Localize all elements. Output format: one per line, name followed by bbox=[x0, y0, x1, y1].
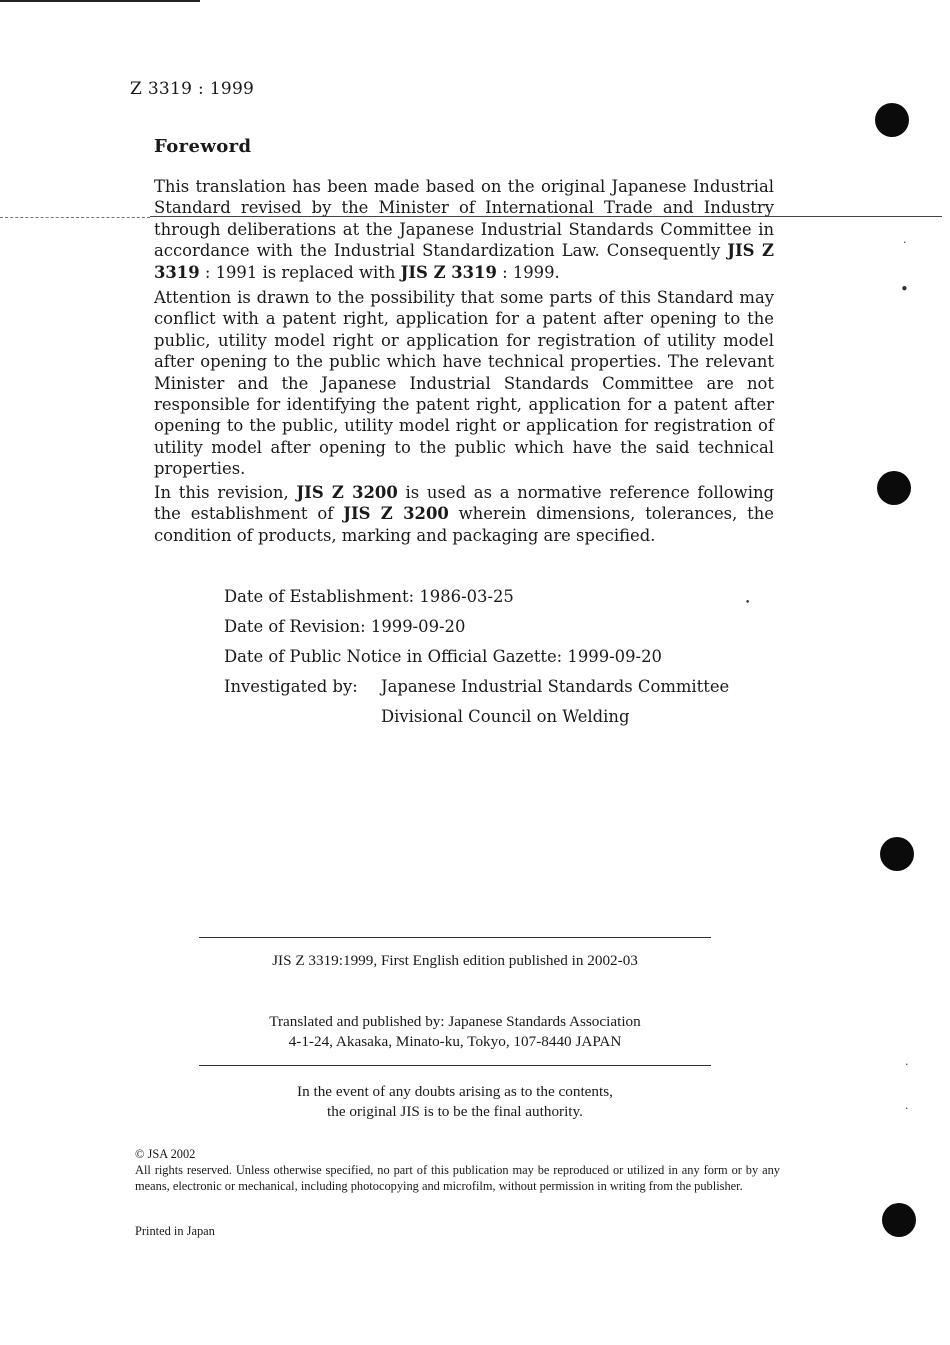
punch-hole-mark bbox=[880, 837, 914, 871]
punch-hole-mark bbox=[882, 1203, 916, 1237]
foreword-paragraph-2: Attention is drawn to the possibility that some parts of this Standard may conflict with a patent right, application for a patent after opening to the public, utility model right or application for registration of utility model after opening to the public which have technical properties. The relevant Minister and the Japanese Industrial Standards Committee are not responsible for identifying the patent right, application for a patent after opening to the public, utility model right or application for registration of utility model after opening to the public which have the said technical properties. bbox=[154, 288, 774, 479]
document-code: Z 3319 : 1999 bbox=[130, 79, 255, 99]
scan-speck: · bbox=[905, 1102, 909, 1115]
investigated-by-committee: Japanese Industrial Standards Committee bbox=[381, 677, 730, 696]
authority-notice bbox=[199, 1082, 711, 1122]
scan-artifact-top-rule bbox=[0, 0, 200, 2]
punch-hole-mark bbox=[875, 103, 909, 137]
rights-statement: All rights reserved. Unless otherwise specified, no part of this publication may be reproduced or utilized in any form or by any means, electronic or mechanical, including photocopying and microfilm, without permission in writing from the publisher. bbox=[135, 1163, 780, 1193]
scan-speck: • bbox=[745, 598, 751, 608]
authority-line-2: the original JIS is to be the final authority. bbox=[327, 1103, 583, 1120]
scan-speck: • bbox=[900, 280, 909, 298]
publisher-block bbox=[199, 1012, 711, 1052]
scan-speck: · bbox=[905, 1058, 909, 1071]
investigated-by-label: Investigated by: bbox=[224, 677, 358, 696]
foreword-paragraph-1: This translation has been made based on the original Japanese Industrial Standard revised by the Minister of International Trade and Industry through deliberations at the Japanese Industrial Standards Committee in accordance with the Industrial Standardization Law. Consequently JIS Z 3319 : 1991 is replaced with JIS Z 3319 : 1999. bbox=[154, 177, 774, 282]
date-of-revision: Date of Revision: 1999-09-20 bbox=[224, 617, 466, 636]
copyright-block bbox=[135, 1146, 780, 1194]
edition-note: JIS Z 3319:1999, First English edition published in 2002-03 bbox=[272, 952, 638, 969]
copyright-line: © JSA 2002 bbox=[135, 1147, 196, 1161]
publisher-line: Translated and published by: Japanese Standards Association bbox=[269, 1013, 641, 1030]
scan-artifact-dashed-line bbox=[0, 217, 150, 218]
foreword-heading: Foreword bbox=[154, 136, 252, 157]
printed-in: Printed in Japan bbox=[135, 1224, 215, 1238]
foreword-paragraph-3: In this revision, JIS Z 3200 is used as a normative reference following the establishment of JIS Z 3200 wherein dimensions, tolerances, the condition of products, marking and packaging are specified. bbox=[154, 483, 774, 545]
punch-hole-mark bbox=[877, 471, 911, 505]
scan-speck: · bbox=[903, 236, 907, 249]
investigated-by-council: Divisional Council on Welding bbox=[381, 707, 630, 726]
divider-rule bbox=[199, 1065, 711, 1066]
publisher-address: 4-1-24, Akasaka, Minato-ku, Tokyo, 107-8440 JAPAN bbox=[288, 1033, 622, 1050]
date-of-public-notice: Date of Public Notice in Official Gazette: 1999-09-20 bbox=[224, 647, 662, 666]
authority-line-1: In the event of any doubts arising as to the contents, bbox=[297, 1083, 613, 1100]
date-of-establishment: Date of Establishment: 1986-03-25 bbox=[224, 587, 514, 606]
divider-rule bbox=[199, 937, 711, 938]
